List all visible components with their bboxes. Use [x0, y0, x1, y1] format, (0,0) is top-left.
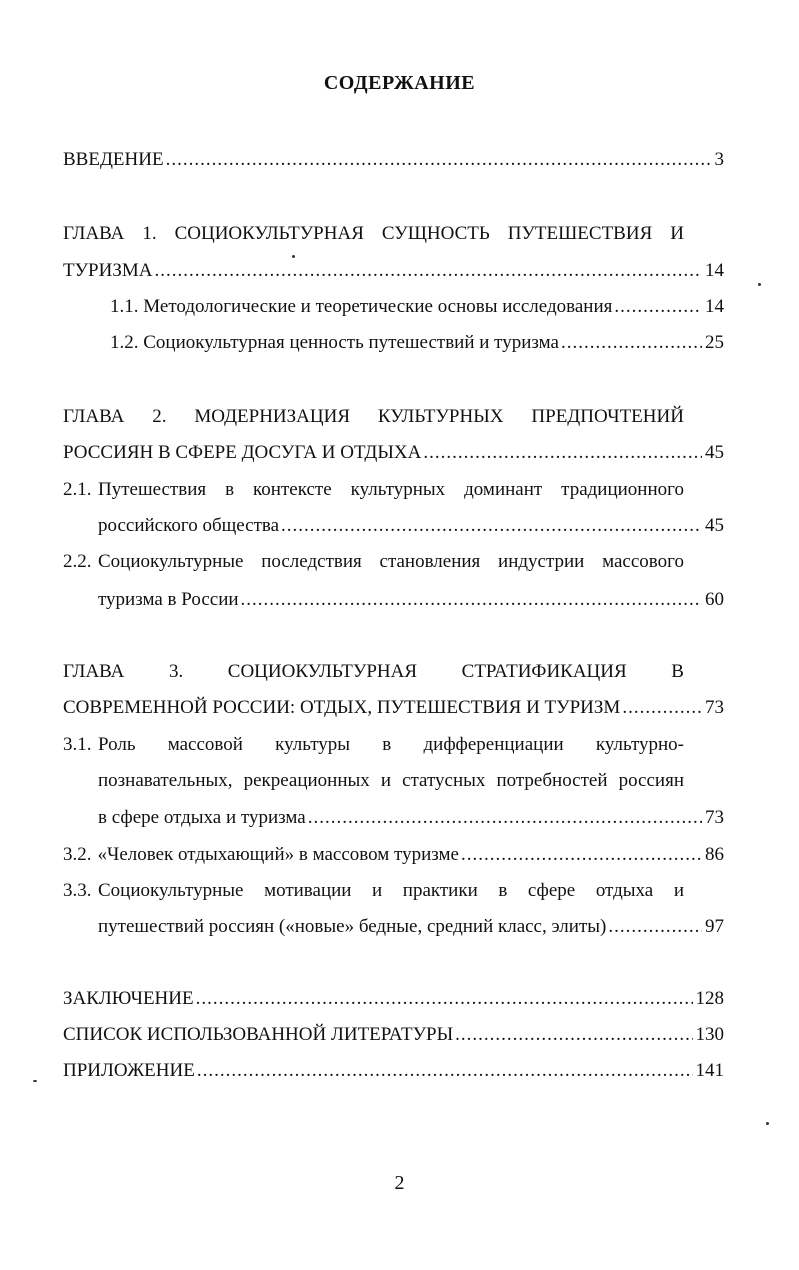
- section-3-1-line1: [98, 732, 684, 758]
- section-word: рекреационных: [243, 770, 370, 791]
- toc-entry-page: 14: [705, 260, 724, 281]
- toc-entry-conclusion[interactable]: [63, 986, 724, 1012]
- section-word: практики: [402, 880, 478, 901]
- toc-entry-label: ТУРИЗМА: [63, 260, 153, 281]
- heading-word: И: [670, 223, 684, 244]
- page-number: 2: [394, 1172, 405, 1194]
- section-3-3-line1: [98, 878, 684, 904]
- section-word: сфере: [527, 880, 576, 901]
- section-word: контексте: [253, 479, 332, 500]
- toc-entry-chapter2[interactable]: [63, 440, 724, 466]
- toc-entry-label: «Человек отдыхающий» в массовом туризме: [97, 844, 459, 865]
- section-3-1-line2: [98, 768, 684, 794]
- scan-speck: [33, 1080, 37, 1082]
- toc-entry-page: 128: [695, 988, 724, 1009]
- heading-word: КУЛЬТУРНЫХ: [377, 406, 504, 427]
- dot-leader: [197, 1058, 693, 1084]
- toc-entry-section-1-1[interactable]: [110, 294, 724, 320]
- section-word: индустрии: [498, 551, 585, 572]
- section-number: 3.2.: [63, 844, 92, 865]
- section-word: последствия: [261, 551, 362, 572]
- section-2-1-line1: [98, 477, 684, 503]
- scan-speck: [758, 283, 761, 286]
- toc-entry-label: СОВРЕМЕННОЙ РОССИИ: ОТДЫХ, ПУТЕШЕСТВИЯ И ТУРИЗМ: [63, 697, 621, 718]
- heading-word: 2.: [152, 406, 167, 427]
- toc-entry-page: 3: [714, 149, 724, 170]
- dot-leader: [308, 805, 702, 831]
- section-word: отдыха: [595, 880, 654, 901]
- heading-word: 3.: [168, 661, 184, 682]
- toc-entry-label: российского общества: [98, 515, 280, 536]
- toc-entry-label: РОССИЯН В СФЕРЕ ДОСУГА И ОТДЫХА: [63, 442, 422, 463]
- dot-leader: [154, 258, 702, 284]
- dot-leader: [241, 587, 702, 613]
- toc-entry-label: 1.2. Социокультурная ценность путешествий и туризма: [110, 332, 559, 353]
- toc-entry-intro[interactable]: [63, 147, 724, 173]
- section-word: Социокультурные: [98, 880, 244, 901]
- section-word: Путешествия: [98, 479, 207, 500]
- section-number: 3.3.: [63, 880, 92, 901]
- heading-word: В: [671, 661, 684, 682]
- toc-entry-page: 45: [705, 442, 724, 463]
- dot-leader: [166, 147, 712, 173]
- toc-entry-label: ЗАКЛЮЧЕНИЕ: [63, 988, 194, 1009]
- dot-leader: [423, 440, 702, 466]
- section-word: Роль: [98, 734, 136, 755]
- chapter1-heading-line1: [63, 221, 684, 247]
- toc-entry-label: СПИСОК ИСПОЛЬЗОВАННОЙ ЛИТЕРАТУРЫ: [63, 1024, 454, 1045]
- section-word: культурно-: [595, 734, 684, 755]
- toc-entry-label: 1.1. Методологические и теоретические основы исследования: [110, 296, 613, 317]
- dot-leader: [455, 1022, 692, 1048]
- toc-entry-label: туризма в России: [98, 589, 239, 610]
- section-2-2-line1: [98, 549, 684, 575]
- toc-entry-section-3-3[interactable]: [98, 914, 724, 940]
- toc-entry-page: 60: [705, 589, 724, 610]
- toc-entry-page: 97: [705, 916, 724, 937]
- heading-word: СТРАТИФИКАЦИЯ: [461, 661, 627, 682]
- scan-speck: [766, 1122, 769, 1125]
- section-number: 2.2.: [63, 551, 92, 572]
- section-word: в: [498, 880, 508, 901]
- section-word: в: [382, 734, 392, 755]
- heading-word: СОЦИОКУЛЬТУРНАЯ: [174, 223, 364, 244]
- heading-word: ГЛАВА: [63, 661, 125, 682]
- chapter2-heading-line1: [63, 404, 684, 430]
- toc-entry-page: 86: [705, 844, 724, 865]
- toc-entry-label: в сфере отдыха и туризма: [98, 807, 306, 828]
- section-word: дифференциации: [423, 734, 564, 755]
- toc-entry-page: 73: [705, 697, 724, 718]
- toc-entry-section-2-2[interactable]: [98, 587, 724, 613]
- section-word: массовой: [167, 734, 243, 755]
- dot-leader: [561, 330, 702, 356]
- toc-entry-section-3-1[interactable]: [98, 805, 724, 831]
- dot-leader: [608, 914, 702, 940]
- toc-entry-label: ПРИЛОЖЕНИЕ: [63, 1060, 195, 1081]
- heading-word: МОДЕРНИЗАЦИЯ: [194, 406, 351, 427]
- toc-entry-label: ВВЕДЕНИЕ: [63, 149, 164, 170]
- toc-entry-section-3-2[interactable]: [63, 842, 724, 868]
- section-word: и: [380, 770, 392, 791]
- toc-entry-page: 141: [695, 1060, 724, 1081]
- section-word: традиционного: [561, 479, 684, 500]
- heading-word: ГЛАВА: [63, 406, 125, 427]
- chapter3-heading-line1: [63, 659, 684, 685]
- heading-word: ПУТЕШЕСТВИЯ: [507, 223, 653, 244]
- scan-speck: [292, 255, 295, 258]
- section-number: 3.1.: [63, 734, 92, 755]
- section-word: культуры: [275, 734, 351, 755]
- heading-word: СОЦИОКУЛЬТУРНАЯ: [227, 661, 418, 682]
- section-word: и: [673, 880, 684, 901]
- dot-leader: [461, 842, 702, 868]
- toc-entry-section-1-2[interactable]: [110, 330, 724, 356]
- page-title: СОДЕРЖАНИЕ: [323, 72, 476, 94]
- section-word: статусных: [402, 770, 486, 791]
- dot-leader: [622, 695, 702, 721]
- toc-entry-section-2-1[interactable]: [98, 513, 724, 539]
- section-word: познавательных,: [98, 770, 233, 791]
- section-word: Социокультурные: [98, 551, 244, 572]
- section-word: потребностей: [496, 770, 608, 791]
- heading-word: СУЩНОСТЬ: [381, 223, 490, 244]
- section-word: доминант: [464, 479, 543, 500]
- toc-entry-bibliography[interactable]: [63, 1022, 724, 1048]
- toc-entry-page: 73: [705, 807, 724, 828]
- heading-word: ГЛАВА: [63, 223, 125, 244]
- section-word: в: [225, 479, 235, 500]
- section-word: россиян: [618, 770, 684, 791]
- section-word: становления: [379, 551, 481, 572]
- toc-entry-chapter1[interactable]: [63, 258, 724, 284]
- toc-entry-page: 14: [705, 296, 724, 317]
- section-word: культурных: [350, 479, 446, 500]
- toc-entry-label: путешествий россиян («новые» бедные, средний класс, элиты): [98, 916, 607, 937]
- heading-word: 1.: [142, 223, 157, 244]
- toc-entry-page: 25: [705, 332, 724, 353]
- dot-leader: [196, 986, 693, 1012]
- section-word: мотивации: [264, 880, 352, 901]
- dot-leader: [281, 513, 702, 539]
- dot-leader: [614, 294, 702, 320]
- section-word: и: [372, 880, 383, 901]
- toc-entry-chapter3[interactable]: [63, 695, 724, 721]
- section-number: 2.1.: [63, 479, 92, 500]
- toc-entry-page: 45: [705, 515, 724, 536]
- heading-word: ПРЕДПОЧТЕНИЙ: [531, 406, 684, 427]
- toc-entry-page: 130: [695, 1024, 724, 1045]
- toc-entry-appendix[interactable]: [63, 1058, 724, 1084]
- section-word: массового: [602, 551, 684, 572]
